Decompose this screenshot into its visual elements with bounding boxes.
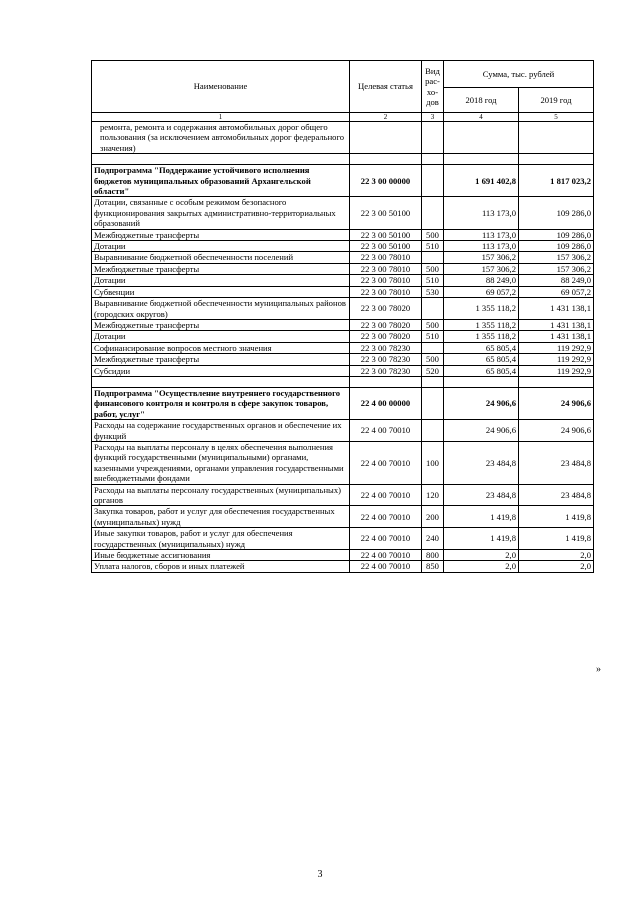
row-vid-cell: 120: [422, 484, 444, 506]
row-2018-cell: 157 306,2: [444, 263, 519, 274]
table-row: [92, 298, 594, 320]
row-vid-cell: 500: [422, 354, 444, 365]
row-2019-cell: 157 306,2: [519, 252, 594, 263]
row-code-cell: 22 3 00 78010: [350, 252, 422, 263]
row-2019-cell: 1 419,8: [519, 506, 594, 528]
header-row: [92, 61, 594, 88]
row-2019-cell: 119 292,9: [519, 365, 594, 376]
row-code-cell: 22 3 00 78230: [350, 342, 422, 353]
row-code-cell: 22 3 00 50100: [350, 197, 422, 229]
row-code-cell: 22 3 00 78230: [350, 354, 422, 365]
row-2019-cell: 109 286,0: [519, 229, 594, 240]
header-name: Наименование: [92, 61, 350, 113]
column-index-row: [92, 113, 594, 122]
row-2018-cell: [444, 154, 519, 165]
table-row: [92, 241, 594, 252]
table-row: [92, 229, 594, 240]
row-code-cell: 22 3 00 78010: [350, 263, 422, 274]
row-2019-cell: 1 419,8: [519, 528, 594, 550]
row-name-cell: [92, 154, 350, 165]
table-row: [92, 275, 594, 286]
row-2018-cell: 88 249,0: [444, 275, 519, 286]
row-2019-cell: 119 292,9: [519, 354, 594, 365]
row-2018-cell: 2,0: [444, 561, 519, 572]
row-2018-cell: 1 419,8: [444, 528, 519, 550]
row-2019-cell: 23 484,8: [519, 441, 594, 484]
row-2019-cell: 157 306,2: [519, 263, 594, 274]
row-2019-cell: [519, 122, 594, 154]
row-2018-cell: 24 906,6: [444, 420, 519, 442]
row-vid-cell: [422, 387, 444, 419]
row-vid-cell: 240: [422, 528, 444, 550]
row-vid-cell: [422, 298, 444, 320]
row-2018-cell: 157 306,2: [444, 252, 519, 263]
row-name-cell: Подпрограмма "Поддержание устойчивого исполнения бюджетов муниципальных образований Архангельской области": [92, 165, 350, 197]
row-code-cell: [350, 154, 422, 165]
row-2018-cell: 2,0: [444, 550, 519, 561]
row-2019-cell: 24 906,6: [519, 420, 594, 442]
row-2019-cell: 24 906,6: [519, 387, 594, 419]
row-name-cell: [92, 376, 350, 387]
row-name-cell: Закупка товаров, работ и услуг для обеспечения государственных (муниципальных) нужд: [92, 506, 350, 528]
row-code-cell: 22 4 00 00000: [350, 387, 422, 419]
row-2018-cell: 65 805,4: [444, 342, 519, 353]
row-name-cell: Межбюджетные трансферты: [92, 319, 350, 330]
row-2018-cell: 65 805,4: [444, 365, 519, 376]
row-code-cell: [350, 122, 422, 154]
header-sum: Сумма, тыс. рублей: [444, 61, 594, 88]
table-row: [92, 441, 594, 484]
row-2019-cell: 119 292,9: [519, 342, 594, 353]
row-2018-cell: 1 419,8: [444, 506, 519, 528]
row-2019-cell: 1 431 138,1: [519, 331, 594, 342]
row-2019-cell: 2,0: [519, 561, 594, 572]
row-2018-cell: 69 057,2: [444, 286, 519, 297]
row-name-cell: Подпрограмма "Осуществление внутреннего государственного финансового контроля и контроля в сфере закупок товаров, работ, услуг": [92, 387, 350, 419]
subprogram-row: [92, 387, 594, 419]
row-code-cell: 22 4 00 70010: [350, 420, 422, 442]
row-code-cell: 22 3 00 50100: [350, 229, 422, 240]
blank-row: [92, 154, 594, 165]
row-name-cell: Дотации: [92, 241, 350, 252]
row-vid-cell: [422, 122, 444, 154]
row-vid-cell: 510: [422, 275, 444, 286]
column-index: 5: [519, 113, 594, 122]
row-code-cell: 22 3 00 78010: [350, 286, 422, 297]
row-code-cell: 22 3 00 78010: [350, 275, 422, 286]
row-vid-cell: 850: [422, 561, 444, 572]
row-2019-cell: 1 431 138,1: [519, 298, 594, 320]
row-name-cell: Дотации: [92, 331, 350, 342]
row-code-cell: 22 4 00 70010: [350, 550, 422, 561]
table-row: [92, 286, 594, 297]
row-name-cell: Дотации, связанные с особым режимом безопасного функционирования закрытых административно-территориальных образований: [92, 197, 350, 229]
table-row: [92, 252, 594, 263]
row-name-cell: Уплата налогов, сборов и иных платежей: [92, 561, 350, 572]
row-2019-cell: 88 249,0: [519, 275, 594, 286]
row-2018-cell: 113 173,0: [444, 241, 519, 252]
table-row: [92, 122, 594, 154]
row-name-cell: Межбюджетные трансферты: [92, 354, 350, 365]
table-row: [92, 319, 594, 330]
row-name-cell: Софинансирование вопросов местного значения: [92, 342, 350, 353]
row-vid-cell: 800: [422, 550, 444, 561]
row-2019-cell: [519, 376, 594, 387]
row-2019-cell: [519, 154, 594, 165]
header-code: Целевая статья: [350, 61, 422, 113]
row-name-cell: Межбюджетные трансферты: [92, 229, 350, 240]
table-row: [92, 263, 594, 274]
row-2019-cell: 1 431 138,1: [519, 319, 594, 330]
column-index: 1: [92, 113, 350, 122]
row-2018-cell: 65 805,4: [444, 354, 519, 365]
row-vid-cell: 510: [422, 241, 444, 252]
row-code-cell: 22 3 00 78020: [350, 319, 422, 330]
row-code-cell: 22 4 00 70010: [350, 506, 422, 528]
row-vid-cell: 500: [422, 263, 444, 274]
table-row: [92, 484, 594, 506]
row-name-cell: Субвенции: [92, 286, 350, 297]
row-vid-cell: 500: [422, 319, 444, 330]
row-vid-cell: 530: [422, 286, 444, 297]
row-vid-cell: [422, 342, 444, 353]
table-row: [92, 561, 594, 572]
row-2018-cell: 23 484,8: [444, 441, 519, 484]
row-2018-cell: 23 484,8: [444, 484, 519, 506]
row-name-cell: Иные бюджетные ассигнования: [92, 550, 350, 561]
row-2019-cell: 23 484,8: [519, 484, 594, 506]
row-name-cell: Выравнивание бюджетной обеспеченности муниципальных районов (городских округов): [92, 298, 350, 320]
column-index: 3: [422, 113, 444, 122]
row-2018-cell: 1 691 402,8: [444, 165, 519, 197]
row-vid-cell: [422, 197, 444, 229]
row-code-cell: 22 3 00 78020: [350, 331, 422, 342]
header-vid: Вид рас-хо-дов: [422, 61, 444, 113]
row-code-cell: 22 4 00 70010: [350, 561, 422, 572]
row-name-cell: Расходы на содержание государственных органов и обеспечение их функций: [92, 420, 350, 442]
row-2018-cell: 113 173,0: [444, 197, 519, 229]
row-vid-cell: 100: [422, 441, 444, 484]
row-code-cell: 22 3 00 00000: [350, 165, 422, 197]
row-2019-cell: 1 817 023,2: [519, 165, 594, 197]
row-code-cell: 22 4 00 70010: [350, 484, 422, 506]
table-row: [92, 550, 594, 561]
header-2019: 2019 год: [519, 88, 594, 113]
row-code-cell: 22 3 00 50100: [350, 241, 422, 252]
row-2018-cell: [444, 376, 519, 387]
row-name-cell: Дотации: [92, 275, 350, 286]
row-vid-cell: [422, 376, 444, 387]
row-name-cell: Расходы на выплаты персоналу государственных (муниципальных) органов: [92, 484, 350, 506]
row-name-cell: ремонта, ремонта и содержания автомобильных дорог общего пользования (за исключением автомобильных дорог федерального значения): [92, 122, 350, 154]
blank-row: [92, 376, 594, 387]
table-row: [92, 528, 594, 550]
row-vid-cell: [422, 420, 444, 442]
table-row: [92, 197, 594, 229]
table-row: [92, 506, 594, 528]
row-2018-cell: 1 355 118,2: [444, 319, 519, 330]
table-row: [92, 420, 594, 442]
table-row: [92, 365, 594, 376]
row-name-cell: Межбюджетные трансферты: [92, 263, 350, 274]
table-body: [92, 122, 594, 573]
row-name-cell: Субсидии: [92, 365, 350, 376]
row-2018-cell: 113 173,0: [444, 229, 519, 240]
row-code-cell: 22 4 00 70010: [350, 441, 422, 484]
subprogram-row: [92, 165, 594, 197]
row-2018-cell: 24 906,6: [444, 387, 519, 419]
row-name-cell: Иные закупки товаров, работ и услуг для обеспечения государственных (муниципальных) нужд: [92, 528, 350, 550]
page-number: 3: [317, 869, 323, 880]
table-row: [92, 354, 594, 365]
row-code-cell: 22 3 00 78020: [350, 298, 422, 320]
row-2019-cell: 109 286,0: [519, 241, 594, 252]
column-index: 2: [350, 113, 422, 122]
row-vid-cell: 510: [422, 331, 444, 342]
row-vid-cell: 520: [422, 365, 444, 376]
column-index: 4: [444, 113, 519, 122]
row-vid-cell: [422, 252, 444, 263]
row-name-cell: Выравнивание бюджетной обеспеченности поселений: [92, 252, 350, 263]
row-vid-cell: 500: [422, 229, 444, 240]
row-name-cell: Расходы на выплаты персоналу в целях обеспечения выполнения функций государственными (муниципальными) органами, казенными учреждениями, органами управления государственными внебюджетными фондами: [92, 441, 350, 484]
budget-table: [91, 60, 594, 573]
row-code-cell: [350, 376, 422, 387]
closing-quote: »: [596, 664, 601, 675]
table-row: [92, 331, 594, 342]
row-2019-cell: 2,0: [519, 550, 594, 561]
row-vid-cell: 200: [422, 506, 444, 528]
header-2018: 2018 год: [444, 88, 519, 113]
row-vid-cell: [422, 165, 444, 197]
row-2018-cell: 1 355 118,2: [444, 331, 519, 342]
row-2019-cell: 109 286,0: [519, 197, 594, 229]
row-2019-cell: 69 057,2: [519, 286, 594, 297]
table-row: [92, 342, 594, 353]
row-2018-cell: [444, 122, 519, 154]
row-code-cell: 22 4 00 70010: [350, 528, 422, 550]
row-vid-cell: [422, 154, 444, 165]
row-code-cell: 22 3 00 78230: [350, 365, 422, 376]
row-2018-cell: 1 355 118,2: [444, 298, 519, 320]
